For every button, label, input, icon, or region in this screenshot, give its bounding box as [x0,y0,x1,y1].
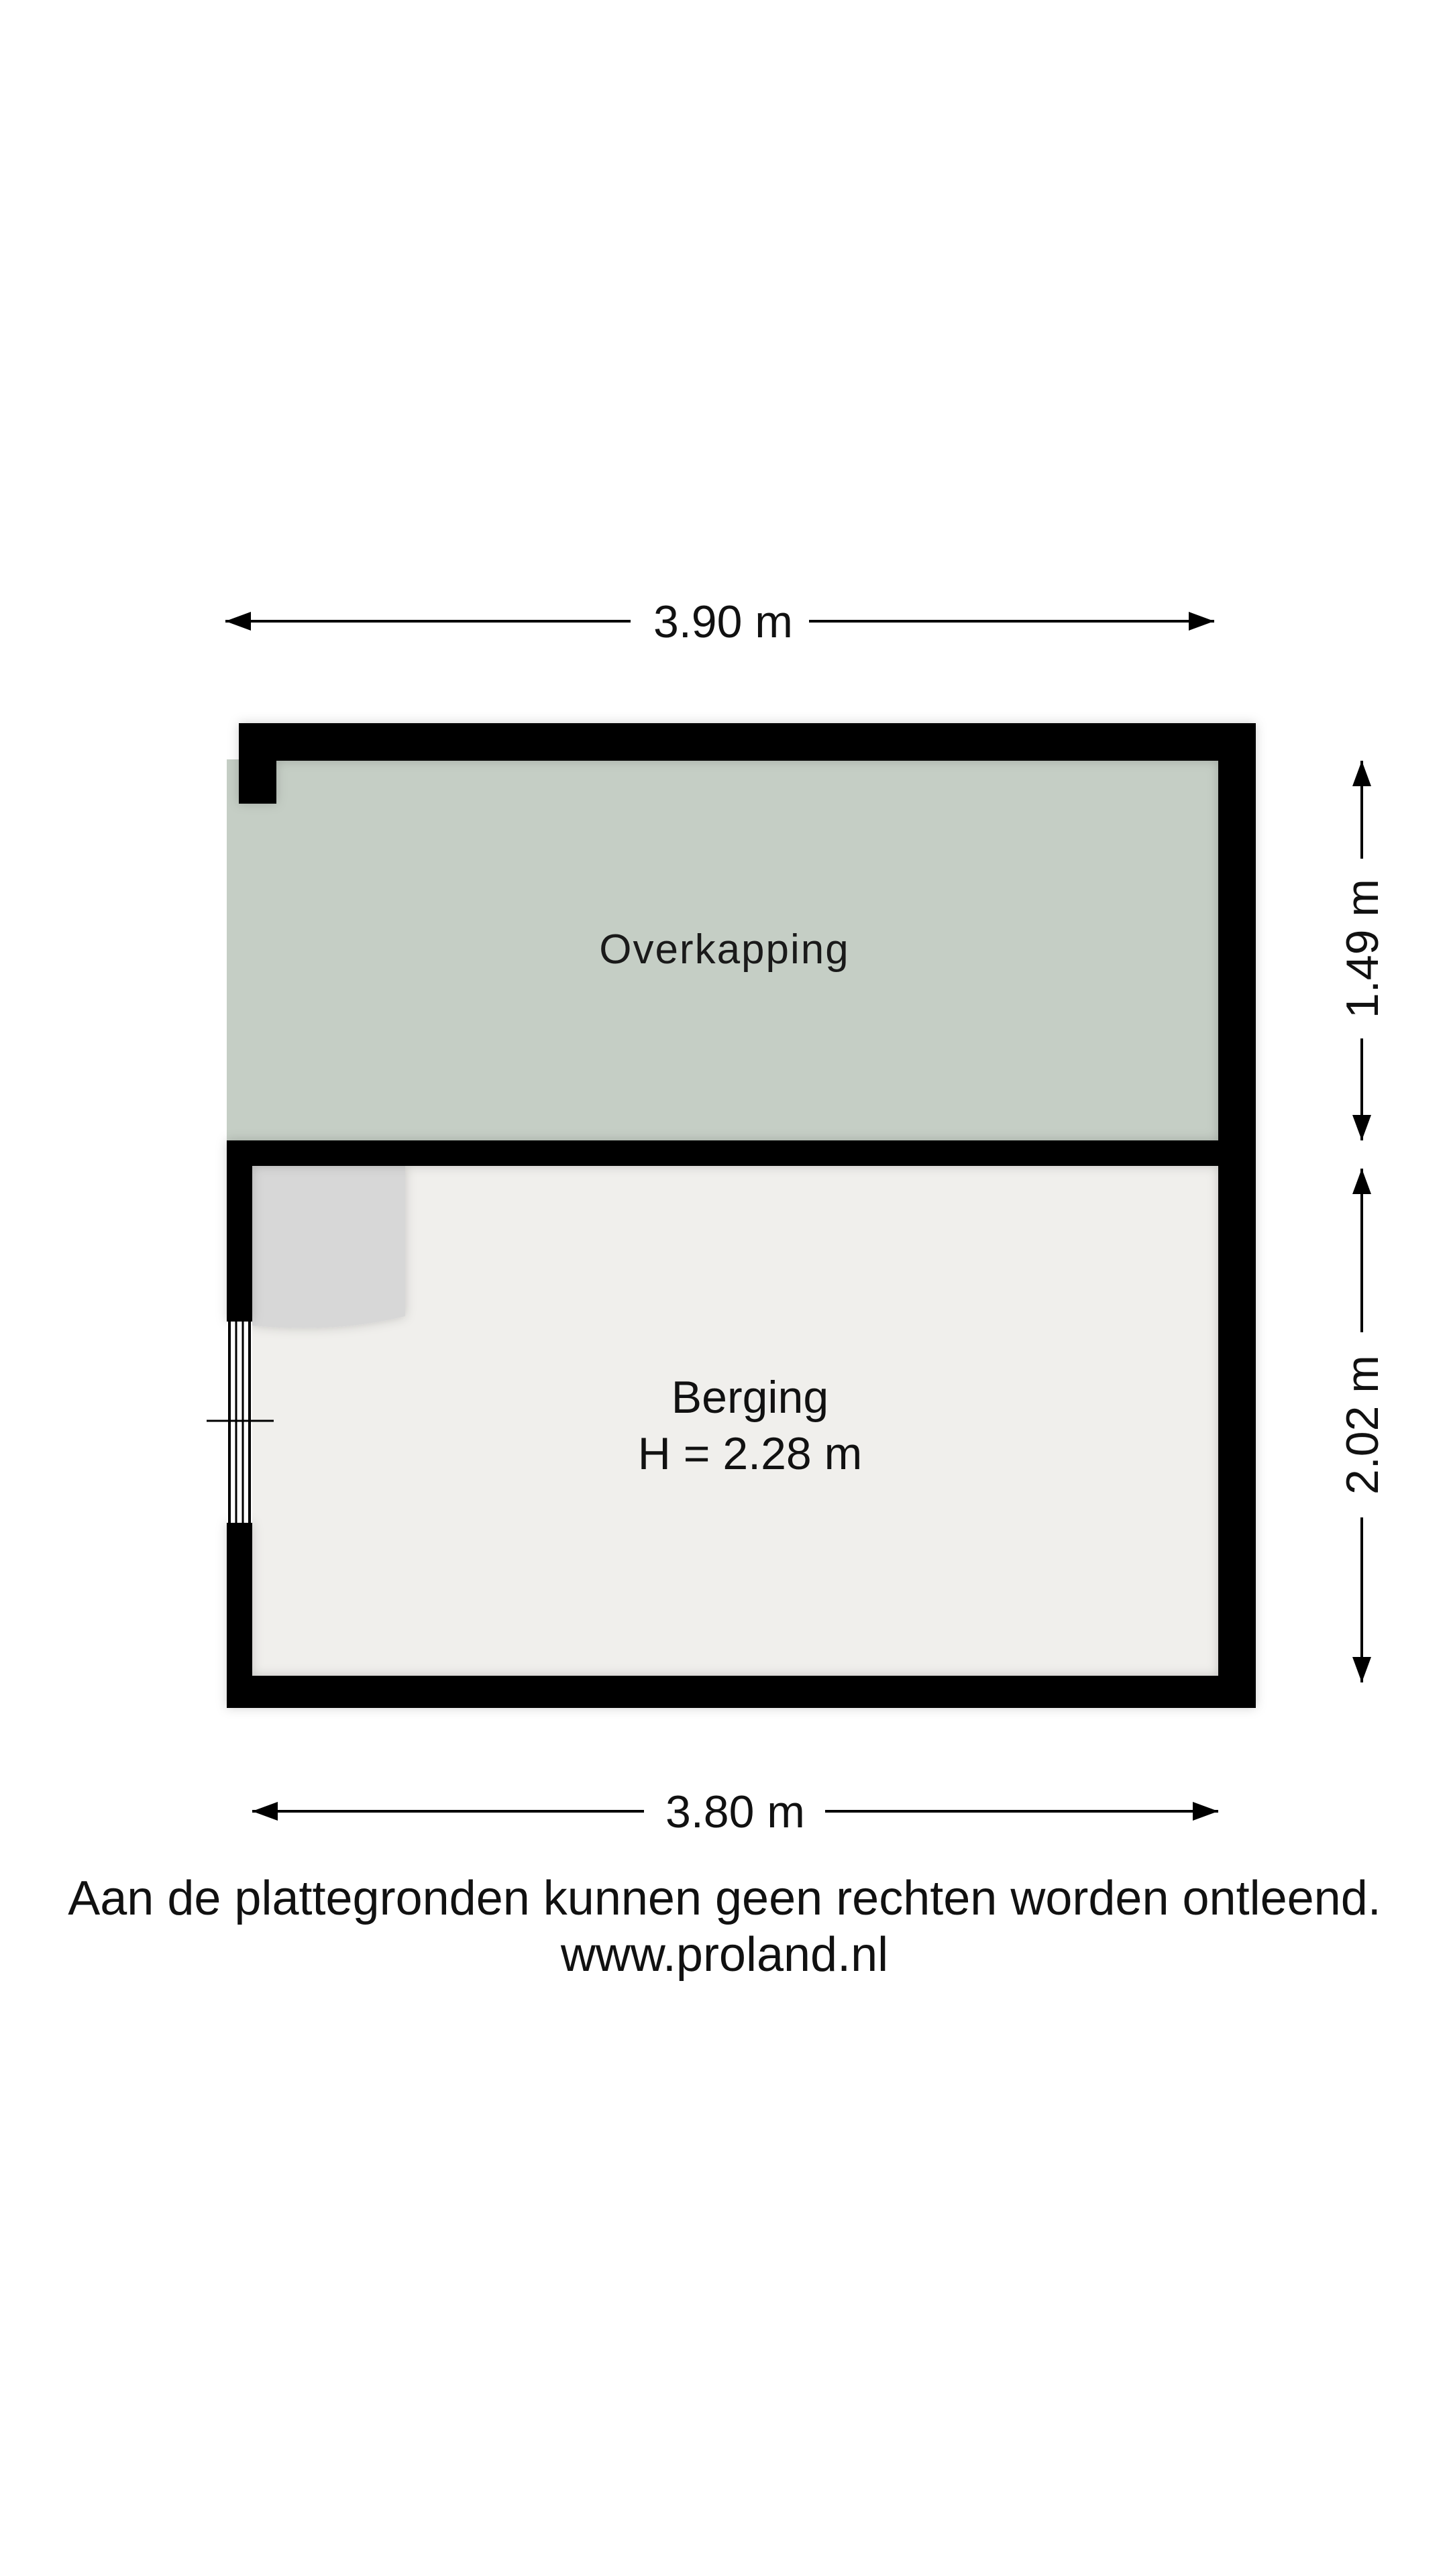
wall-stub-top-left [239,723,276,804]
room-berging-label: Berging [671,1372,829,1423]
dimension-right-upper-arrow-bottom [1352,1115,1371,1140]
wall-top [239,723,1256,761]
dimension-bottom-arrow-right [1193,1802,1218,1821]
dimension-bottom-label: 3.80 m [665,1786,805,1837]
wall-bottom [227,1676,1256,1708]
dimension-right-lower-arrow-bottom [1352,1657,1371,1682]
wall-partition [227,1140,1256,1166]
dimension-right-lower [1337,1169,1388,1682]
dimension-top-label: 3.90 m [653,596,793,647]
dimension-top-arrow-left [225,612,251,631]
website-link[interactable]: www.proland.nl [560,1928,889,1982]
dimension-right-upper [1337,761,1388,1140]
room-berging-height-label: H = 2.28 m [637,1428,863,1479]
dimension-bottom-arrow-left [252,1802,278,1821]
dimension-top-arrow-right [1189,612,1214,631]
room-overkapping-label: Overkapping [599,926,850,973]
wall-left-upper [227,1140,252,1322]
wall-right [1218,723,1256,1708]
dimension-bottom [252,1786,1218,1837]
dimension-right-lower-label: 2.02 m [1337,1355,1388,1495]
dimension-top [225,596,1214,647]
dimension-right-upper-arrow-top [1352,761,1371,786]
dimension-right-lower-arrow-top [1352,1169,1371,1194]
disclaimer-text: Aan de plattegronden kunnen geen rechten worden ontleend. [68,1872,1381,1925]
storage-unit [252,1166,405,1328]
dimension-right-upper-label: 1.49 m [1337,879,1388,1018]
